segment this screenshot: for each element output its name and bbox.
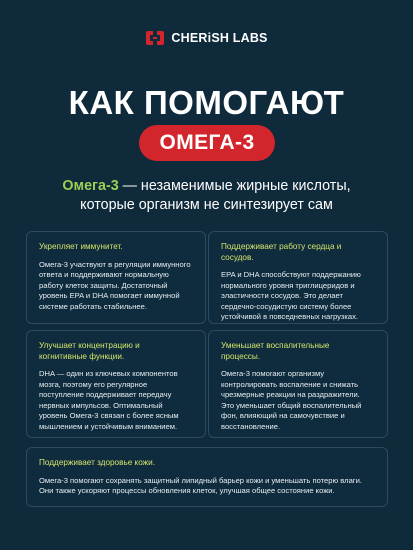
benefit-text: EPA и DHA способствуют поддержанию нормального уровня триглицеридов и эластичности сосудов. Это делает сердечно-сосудистую систему более устойчивой в повседневных нагрузках. xyxy=(221,270,361,321)
benefit-text: Омега-3 участвуют в регуляции иммунного ответа и поддерживают нормальную работу клеток защиты. Достаточный уровень EPA и DHA помогает иммунной системе работать стабильнее. xyxy=(39,259,191,311)
omega-3-badge: ОМЕГА-3 xyxy=(139,125,275,161)
cherish-labs-logo-icon xyxy=(145,30,165,46)
benefit-card-immunity xyxy=(26,231,206,324)
brand-name: CHERiSH LABS xyxy=(171,31,268,45)
brand-logo xyxy=(0,30,413,46)
lead-text xyxy=(0,177,413,215)
benefit-card-heart xyxy=(208,231,388,324)
lead-accent: Омега-3 xyxy=(62,178,119,194)
lead-line-1-rest: — незаменимые жирные кислоты, xyxy=(118,178,351,194)
benefit-title: Поддерживает работу сердца и сосудов. xyxy=(221,242,342,262)
benefit-text: DHA — один из ключевых компонентов мозга, поэтому его регулярное поступление поддерживает передачу нервных импульсов. Оптимальный уровень Омега-3 связан с более ясным мышлением и устойчивым вниманием. xyxy=(39,369,179,431)
benefit-title: Улучшает концентрацию и когнитивные функции. xyxy=(39,341,140,361)
benefit-title: Уменьшает воспалительные процессы. xyxy=(221,341,330,361)
benefit-card-cognition xyxy=(26,330,206,438)
lead-line-2: которые организм не синтезирует сам xyxy=(80,197,333,213)
benefit-text: Омега-3 помогают сохранять защитный липидный барьер кожи и уменьшать потерю влаги. Они также ускоряют процессы обновления клеток, улучшая общее состояние кожи. xyxy=(39,475,362,495)
benefit-title: Укрепляет иммунитет. xyxy=(39,242,123,251)
page-title: КАК ПОМОГАЮТ xyxy=(68,84,345,121)
lead-line-1 xyxy=(0,177,413,196)
benefit-title: Поддерживает здоровье кожи. xyxy=(39,458,156,467)
benefit-card-inflammation xyxy=(208,330,388,438)
benefit-text: Омега-3 помогают организму контролировать воспаление и снижать чрезмерные реакции на раздражители. Это уменьшает общий воспалительный фон, влияющий на самочувствие и восстановление. xyxy=(221,369,362,431)
benefit-card-skin xyxy=(26,447,388,507)
